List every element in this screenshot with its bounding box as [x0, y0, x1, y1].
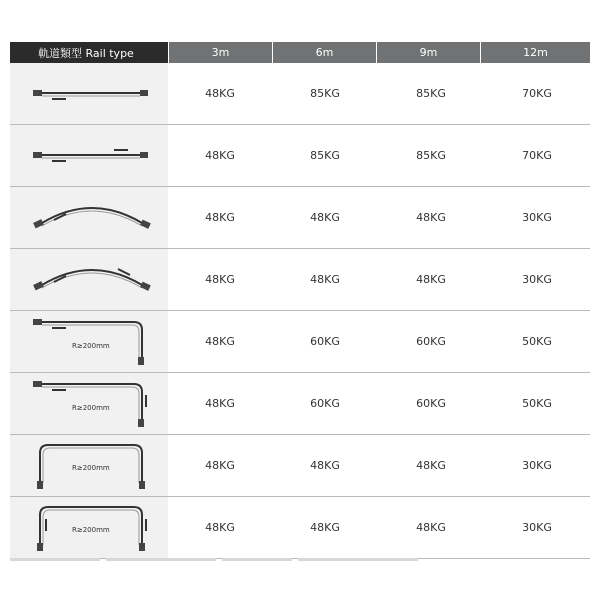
- radius-label: R≥200mm: [72, 464, 110, 472]
- l-bend-rail-icon: [10, 311, 168, 373]
- value-9m: 85KG: [416, 149, 446, 162]
- value-9m: 60KG: [416, 335, 446, 348]
- value-12m: 70KG: [522, 87, 552, 100]
- value-3m: 48KG: [205, 521, 235, 534]
- value-6m: 48KG: [310, 273, 340, 286]
- curved-rail-with-arm-icon: [10, 249, 168, 311]
- value-12m: 30KG: [522, 521, 552, 534]
- table-row: [10, 373, 590, 435]
- table-row: [10, 497, 590, 559]
- curved-rail-icon: [10, 187, 168, 249]
- value-9m: 60KG: [416, 397, 446, 410]
- radius-label: R≥200mm: [72, 342, 110, 350]
- value-3m: 48KG: [205, 149, 235, 162]
- value-6m: 85KG: [310, 149, 340, 162]
- radius-label: R≥200mm: [72, 404, 110, 412]
- value-6m: 60KG: [310, 335, 340, 348]
- value-3m: 48KG: [205, 335, 235, 348]
- header-9m: 9m: [376, 42, 480, 63]
- value-6m: 85KG: [310, 87, 340, 100]
- value-12m: 70KG: [522, 149, 552, 162]
- value-9m: 48KG: [416, 211, 446, 224]
- value-6m: 48KG: [310, 211, 340, 224]
- l-bend-rail-with-arm-icon: [10, 373, 168, 435]
- value-3m: 48KG: [205, 273, 235, 286]
- value-12m: 50KG: [522, 397, 552, 410]
- value-9m: 85KG: [416, 87, 446, 100]
- value-6m: 48KG: [310, 521, 340, 534]
- rail-load-table: [10, 42, 590, 559]
- value-12m: 30KG: [522, 273, 552, 286]
- u-bend-rail-with-arm-icon: [10, 497, 168, 559]
- table-row: [10, 249, 590, 311]
- table-row: [10, 435, 590, 497]
- header-12m: 12m: [480, 42, 590, 63]
- straight-rail-icon: [10, 63, 168, 125]
- table-row: [10, 63, 590, 125]
- value-3m: 48KG: [205, 87, 235, 100]
- header-rail-type: 軌道類型 Rail type: [10, 42, 168, 63]
- value-9m: 48KG: [416, 273, 446, 286]
- value-3m: 48KG: [205, 397, 235, 410]
- value-9m: 48KG: [416, 459, 446, 472]
- footnote-faded: [10, 558, 430, 563]
- table-row: [10, 125, 590, 187]
- value-9m: 48KG: [416, 521, 446, 534]
- value-12m: 30KG: [522, 211, 552, 224]
- radius-label: R≥200mm: [72, 526, 110, 534]
- value-6m: 60KG: [310, 397, 340, 410]
- header-6m: 6m: [272, 42, 376, 63]
- table-header: [10, 42, 590, 63]
- u-bend-rail-icon: [10, 435, 168, 497]
- table-row: [10, 187, 590, 249]
- value-3m: 48KG: [205, 459, 235, 472]
- value-6m: 48KG: [310, 459, 340, 472]
- value-12m: 30KG: [522, 459, 552, 472]
- table-row: [10, 311, 590, 373]
- header-3m: 3m: [168, 42, 272, 63]
- straight-rail-with-arm-icon: [10, 125, 168, 187]
- value-3m: 48KG: [205, 211, 235, 224]
- value-12m: 50KG: [522, 335, 552, 348]
